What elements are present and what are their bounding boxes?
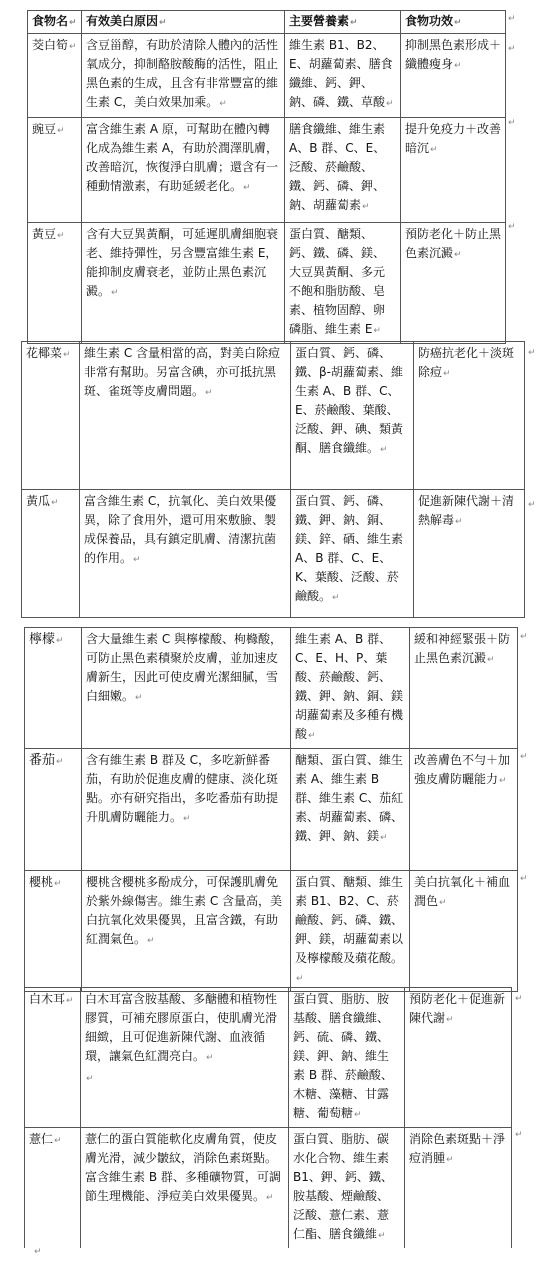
food-name-cell: 櫻桃↵: [25, 871, 82, 992]
food-name-cell: 茭白筍↵: [28, 34, 82, 118]
table-segment-3: [24, 627, 518, 992]
paragraph-mark: ↵: [520, 752, 528, 762]
nutrients-cell: 維生素 B1、B2、E、胡蘿蔔素、膳食纖維、鈣、鉀、鈉、磷、鐵、草酸↵: [285, 34, 401, 118]
table-row: [25, 1128, 512, 1249]
effect-cell: 防癌抗老化＋淡斑除痘↵: [414, 342, 525, 490]
table-row: [28, 118, 506, 223]
table-segment-4: [24, 987, 512, 1248]
paragraph-mark: ↵: [34, 1247, 42, 1257]
paragraph-mark: ↵: [508, 14, 516, 24]
nutrients-cell: 維生素 A、B 群、C、E、H、P、葉酸、菸鹼酸、鈣、鐵、鉀、鈉、銅、鎂胡蘿蔔素及多種有機酸↵: [291, 628, 410, 749]
header-reason: 有效美白原因↵: [82, 11, 285, 34]
table-segment-1: [27, 10, 506, 344]
table-segment-2: [21, 341, 525, 618]
nutrients-cell: 蛋白質、脂肪、碳水化合物、維生素 B1、鉀、鈣、鐵、胺基酸、煙鹼酸、泛酸、薏仁素、薏仁酯、膳食纖維↵: [289, 1128, 405, 1249]
effect-cell: 改善膚色不勻＋加強皮膚防曬能力↵: [410, 749, 518, 871]
effect-cell: 緩和神經緊張＋防止黑色素沉澱↵: [410, 628, 518, 749]
table-row: [22, 490, 525, 618]
nutrients-cell: 蛋白質、鈣、磷、鐵、鉀、鈉、銅、鎂、鋅、硒、維生素 A、B 群、C、E、K、葉酸、泛酸、菸鹼酸。↵: [291, 490, 414, 618]
effect-cell: 促進新陳代謝＋清熱解毒↵: [414, 490, 525, 618]
table-row: [25, 871, 518, 992]
table-row: [25, 988, 512, 1128]
effect-cell: 提升免疫力＋改善暗沉↵: [401, 118, 506, 223]
reason-cell: 含有維生素 B 群及 C，多吃新鮮番茄，有助於促進皮膚的健康、淡化斑點。亦有研究指出，多吃番茄有助提升肌膚防曬能力。↵: [82, 749, 291, 871]
nutrition-table-part-4: [24, 987, 512, 1248]
effect-cell: 預防老化＋防止黑色素沉澱↵: [401, 223, 506, 344]
header-food-name: 食物名↵: [28, 11, 82, 34]
food-name-cell: 番茄↵: [25, 749, 82, 871]
food-name-cell: 豌豆↵: [28, 118, 82, 223]
effect-cell: 美白抗氧化＋補血潤色↵: [410, 871, 518, 992]
effect-cell: 抑制黑色素形成＋纖體瘦身↵: [401, 34, 506, 118]
table-row: [22, 342, 525, 490]
nutrition-table-part-3: [24, 627, 518, 992]
nutrients-cell: 蛋白質、醣類、維生素 B1、B2、C、菸鹼酸、鈣、磷、鐵、鉀、鎂，胡蘿蔔素以及檸檬酸及蘋花酸。↵: [291, 871, 410, 992]
table-row: [25, 628, 518, 749]
table-row: [25, 749, 518, 871]
reason-cell: 薏仁的蛋白質能軟化皮膚角質，使皮膚光滑，減少皺紋，消除色素斑點。富含維生素 B 群、多種礦物質，可調節生理機能、淨痘美白效果優異。↵: [81, 1128, 289, 1249]
paragraph-mark: ↵: [508, 222, 516, 232]
nutrients-cell: 蛋白質、醣類、鈣、鐵、磷、鎂、大豆異黃酮、多元不飽和脂肪酸、皂素、植物固醇、卵磷脂、維生素 E↵: [285, 223, 401, 344]
paragraph-mark: ↵: [508, 44, 516, 54]
effect-cell: 消除色素斑點＋淨痘消腫↵: [405, 1128, 512, 1249]
reason-cell: 富含維生素 A 原，可幫助在體內轉化成為維生素 A，有助於潤澤肌膚，改善暗沉，恢復淨白肌膚；還含有一種動情激素，有助延緩老化。↵: [82, 118, 285, 223]
food-name-cell: 花椰菜↵: [22, 342, 80, 490]
food-name-cell: 白木耳↵: [25, 988, 81, 1128]
paragraph-mark: ↵: [515, 994, 523, 1004]
nutrition-table-part-2: [21, 341, 525, 618]
food-name-cell: 黃豆↵: [28, 223, 82, 344]
reason-cell: 含有大豆異黃酮，可延遲肌膚細胞衰老、維持彈性，另含豐富維生素 E，能抑制皮膚衰老，並防止黑色素沉澱。↵: [82, 223, 285, 344]
reason-cell: 含大量維生素 C 與檸檬酸、枸櫞酸，可防止黑色素積聚於皮膚，並加速皮膚新生，因此可使皮膚光潔細膩，雪白細嫩。↵: [82, 628, 291, 749]
paragraph-mark: ↵: [528, 348, 536, 358]
table-row: [28, 34, 506, 118]
table-header-row: [28, 11, 506, 34]
reason-cell: 櫻桃含櫻桃多酚成分，可保護肌膚免於紫外線傷害。維生素 C 含量高，美白抗氧化效果優異，且富含鐵，有助紅潤氣色。↵: [82, 871, 291, 992]
table-row: [28, 223, 506, 344]
paragraph-mark: ↵: [515, 1130, 523, 1140]
paragraph-mark: ↵: [520, 874, 528, 884]
food-name-cell: 黃瓜↵: [22, 490, 80, 618]
food-name-cell: 薏仁↵: [25, 1128, 81, 1249]
nutrients-cell: 醣類、蛋白質、維生素 A、維生素 B 群、維生素 C、茄紅素、胡蘿蔔素、磷、鐵、鉀、鈉、鎂↵: [291, 749, 410, 871]
nutrients-cell: 蛋白質、鈣、磷、鐵、β-胡蘿蔔素、維生素 A、B 群、C、E、菸鹼酸、葉酸、泛酸、鉀、碘、類黃酮、膳食纖維。↵: [291, 342, 414, 490]
food-name-cell: 檸檬↵: [25, 628, 82, 749]
header-nutrients: 主要營養素↵: [285, 11, 401, 34]
reason-cell: 含豆甾醇，有助於清除人體內的活性氧成分，抑制酪胺酸酶的活性，阻止黑色素的生成，且含有非常豐富的維生素 C，美白效果加乘。↵: [82, 34, 285, 118]
reason-cell: 富含維生素 C，抗氧化、美白效果優異，除了食用外，還可用來敷臉、製成保養品，具有鎮定肌膚、清潔抗菌的作用。↵: [80, 490, 291, 618]
nutrients-cell: 膳食纖維、維生素 A、B 群、C、E、泛酸、菸鹼酸、鐵、鈣、磷、鉀、鈉、胡蘿蔔素↵: [285, 118, 401, 223]
header-effect: 食物功效↵: [401, 11, 506, 34]
reason-cell: 白木耳富含胺基酸、多醣體和植物性膠質，可補充膠原蛋白，使肌膚光滑細緻，且可促進新陳代謝、血液循環，讓氣色紅潤亮白。↵ ↵: [81, 988, 289, 1128]
nutrients-cell: 蛋白質、脂肪、胺基酸、膳食纖維、鈣、硫、磷、鐵、鎂、鉀、鈉、維生素 B 群、菸鹼酸、木糖、藻糖、甘露糖、葡萄糖↵: [289, 988, 405, 1128]
reason-cell: 維生素 C 含量相當的高，對美白除痘非常有幫助。另富含碘，亦可抵抗黑斑、雀斑等皮膚問題。↵: [80, 342, 291, 490]
paragraph-mark: ↵: [508, 118, 516, 128]
nutrition-table-part-1: [27, 10, 506, 344]
paragraph-mark: ↵: [528, 500, 536, 510]
paragraph-mark: ↵: [520, 632, 528, 642]
effect-cell: 預防老化＋促進新陳代謝↵: [405, 988, 512, 1128]
